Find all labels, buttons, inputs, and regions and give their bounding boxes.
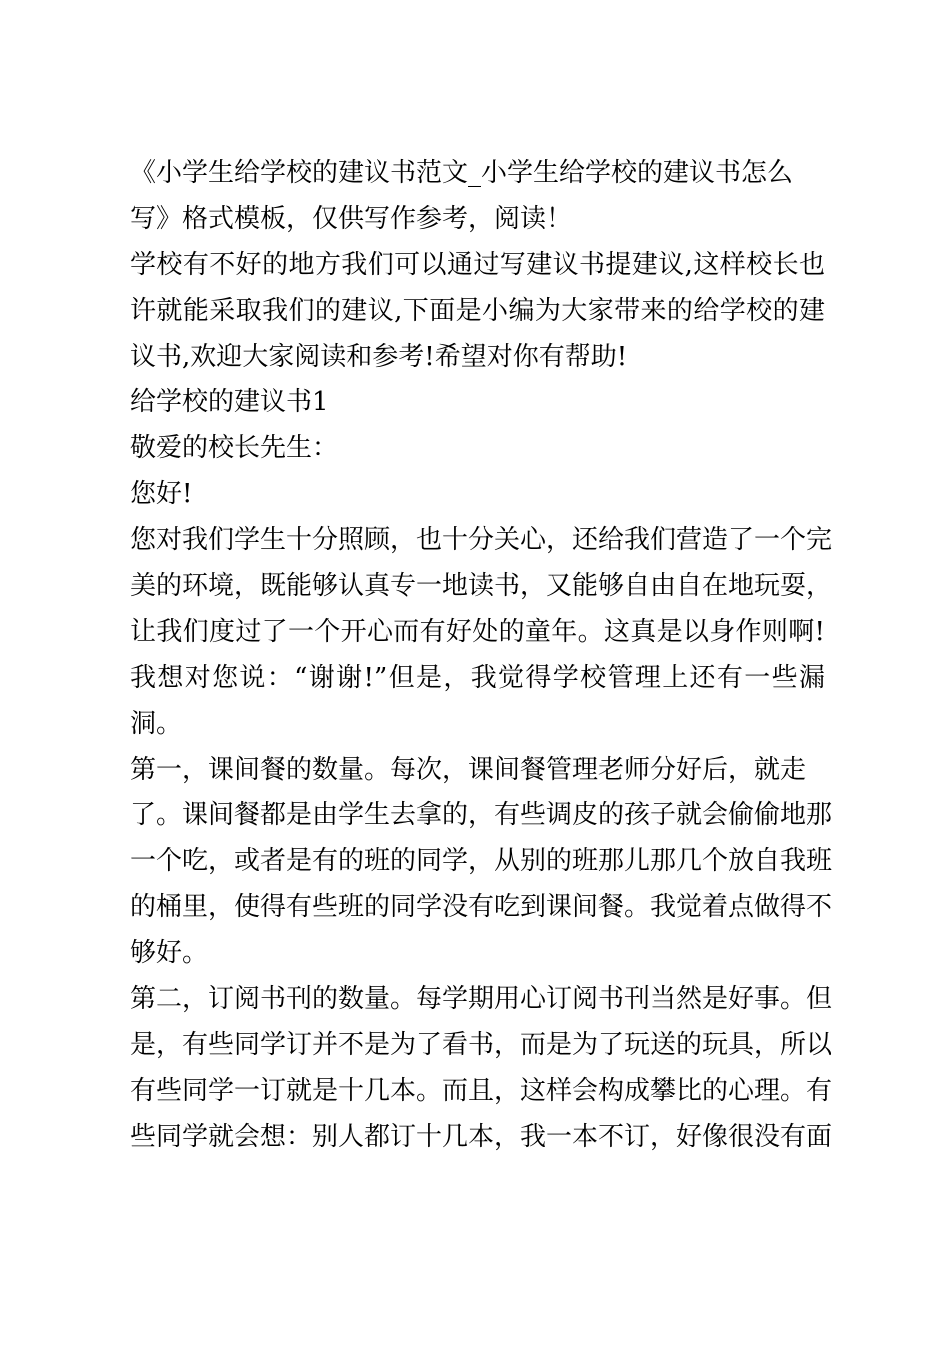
text-line: 敬爱的校长先生：: [130, 433, 339, 464]
text-line: 让我们度过了一个开心而有好处的童年。这真是以身作则啊!: [130, 616, 825, 647]
text-line: 的桶里，使得有些班的同学没有吃到课间餐。我觉着点做得不: [130, 892, 833, 923]
text-line: 够好。: [130, 938, 209, 969]
text-line: 美的环境，既能够认真专一地读书，又能够自由自在地玩耍，: [130, 571, 833, 602]
text-line: 您好!: [130, 479, 193, 510]
text-line: 了。课间餐都是由学生去拿的，有些调皮的孩子就会偷偷地那: [130, 800, 833, 831]
text-line: 第一，课间餐的数量。每次，课间餐管理老师分好后，就走: [130, 754, 807, 785]
text-line: 有些同学一订就是十几本。而且，这样会构成攀比的心理。有: [130, 1075, 833, 1106]
text-line: 是，有些同学订并不是为了看书，而是为了玩送的玩具，所以: [130, 1029, 833, 1060]
text-line: 些同学就会想：别人都订十几本，我一本不订，好像很没有面: [130, 1121, 833, 1152]
text-line: 您对我们学生十分照顾，也十分关心，还给我们营造了一个完: [130, 525, 833, 556]
text-line: 第二，订阅书刊的数量。每学期用心订阅书刊当然是好事。但: [130, 984, 833, 1015]
text-line: 《小学生给学校的建议书范文_小学生给学校的建议书怎么: [130, 158, 794, 188]
text-line: 写》格式模板，仅供写作参考，阅读！: [130, 203, 573, 234]
text-line: 学校有不好的地方我们可以通过写建议书提建议,这样校长也: [130, 249, 825, 280]
text-line: 给学校的建议书1: [130, 387, 329, 418]
text-line: 议书,欢迎大家阅读和参考!希望对你有帮助!: [130, 341, 628, 372]
text-line: 洞。: [130, 708, 183, 739]
text-line: 我想对您说：“谢谢!”但是，我觉得学校管理上还有一些漏: [130, 662, 825, 693]
text-line: 一个吃，或者是有的班的同学，从别的班那儿那几个放自我班: [130, 846, 833, 877]
text-line: 许就能采取我们的建议,下面是小编为大家带来的给学校的建: [130, 295, 825, 326]
document-body: [130, 151, 833, 1161]
